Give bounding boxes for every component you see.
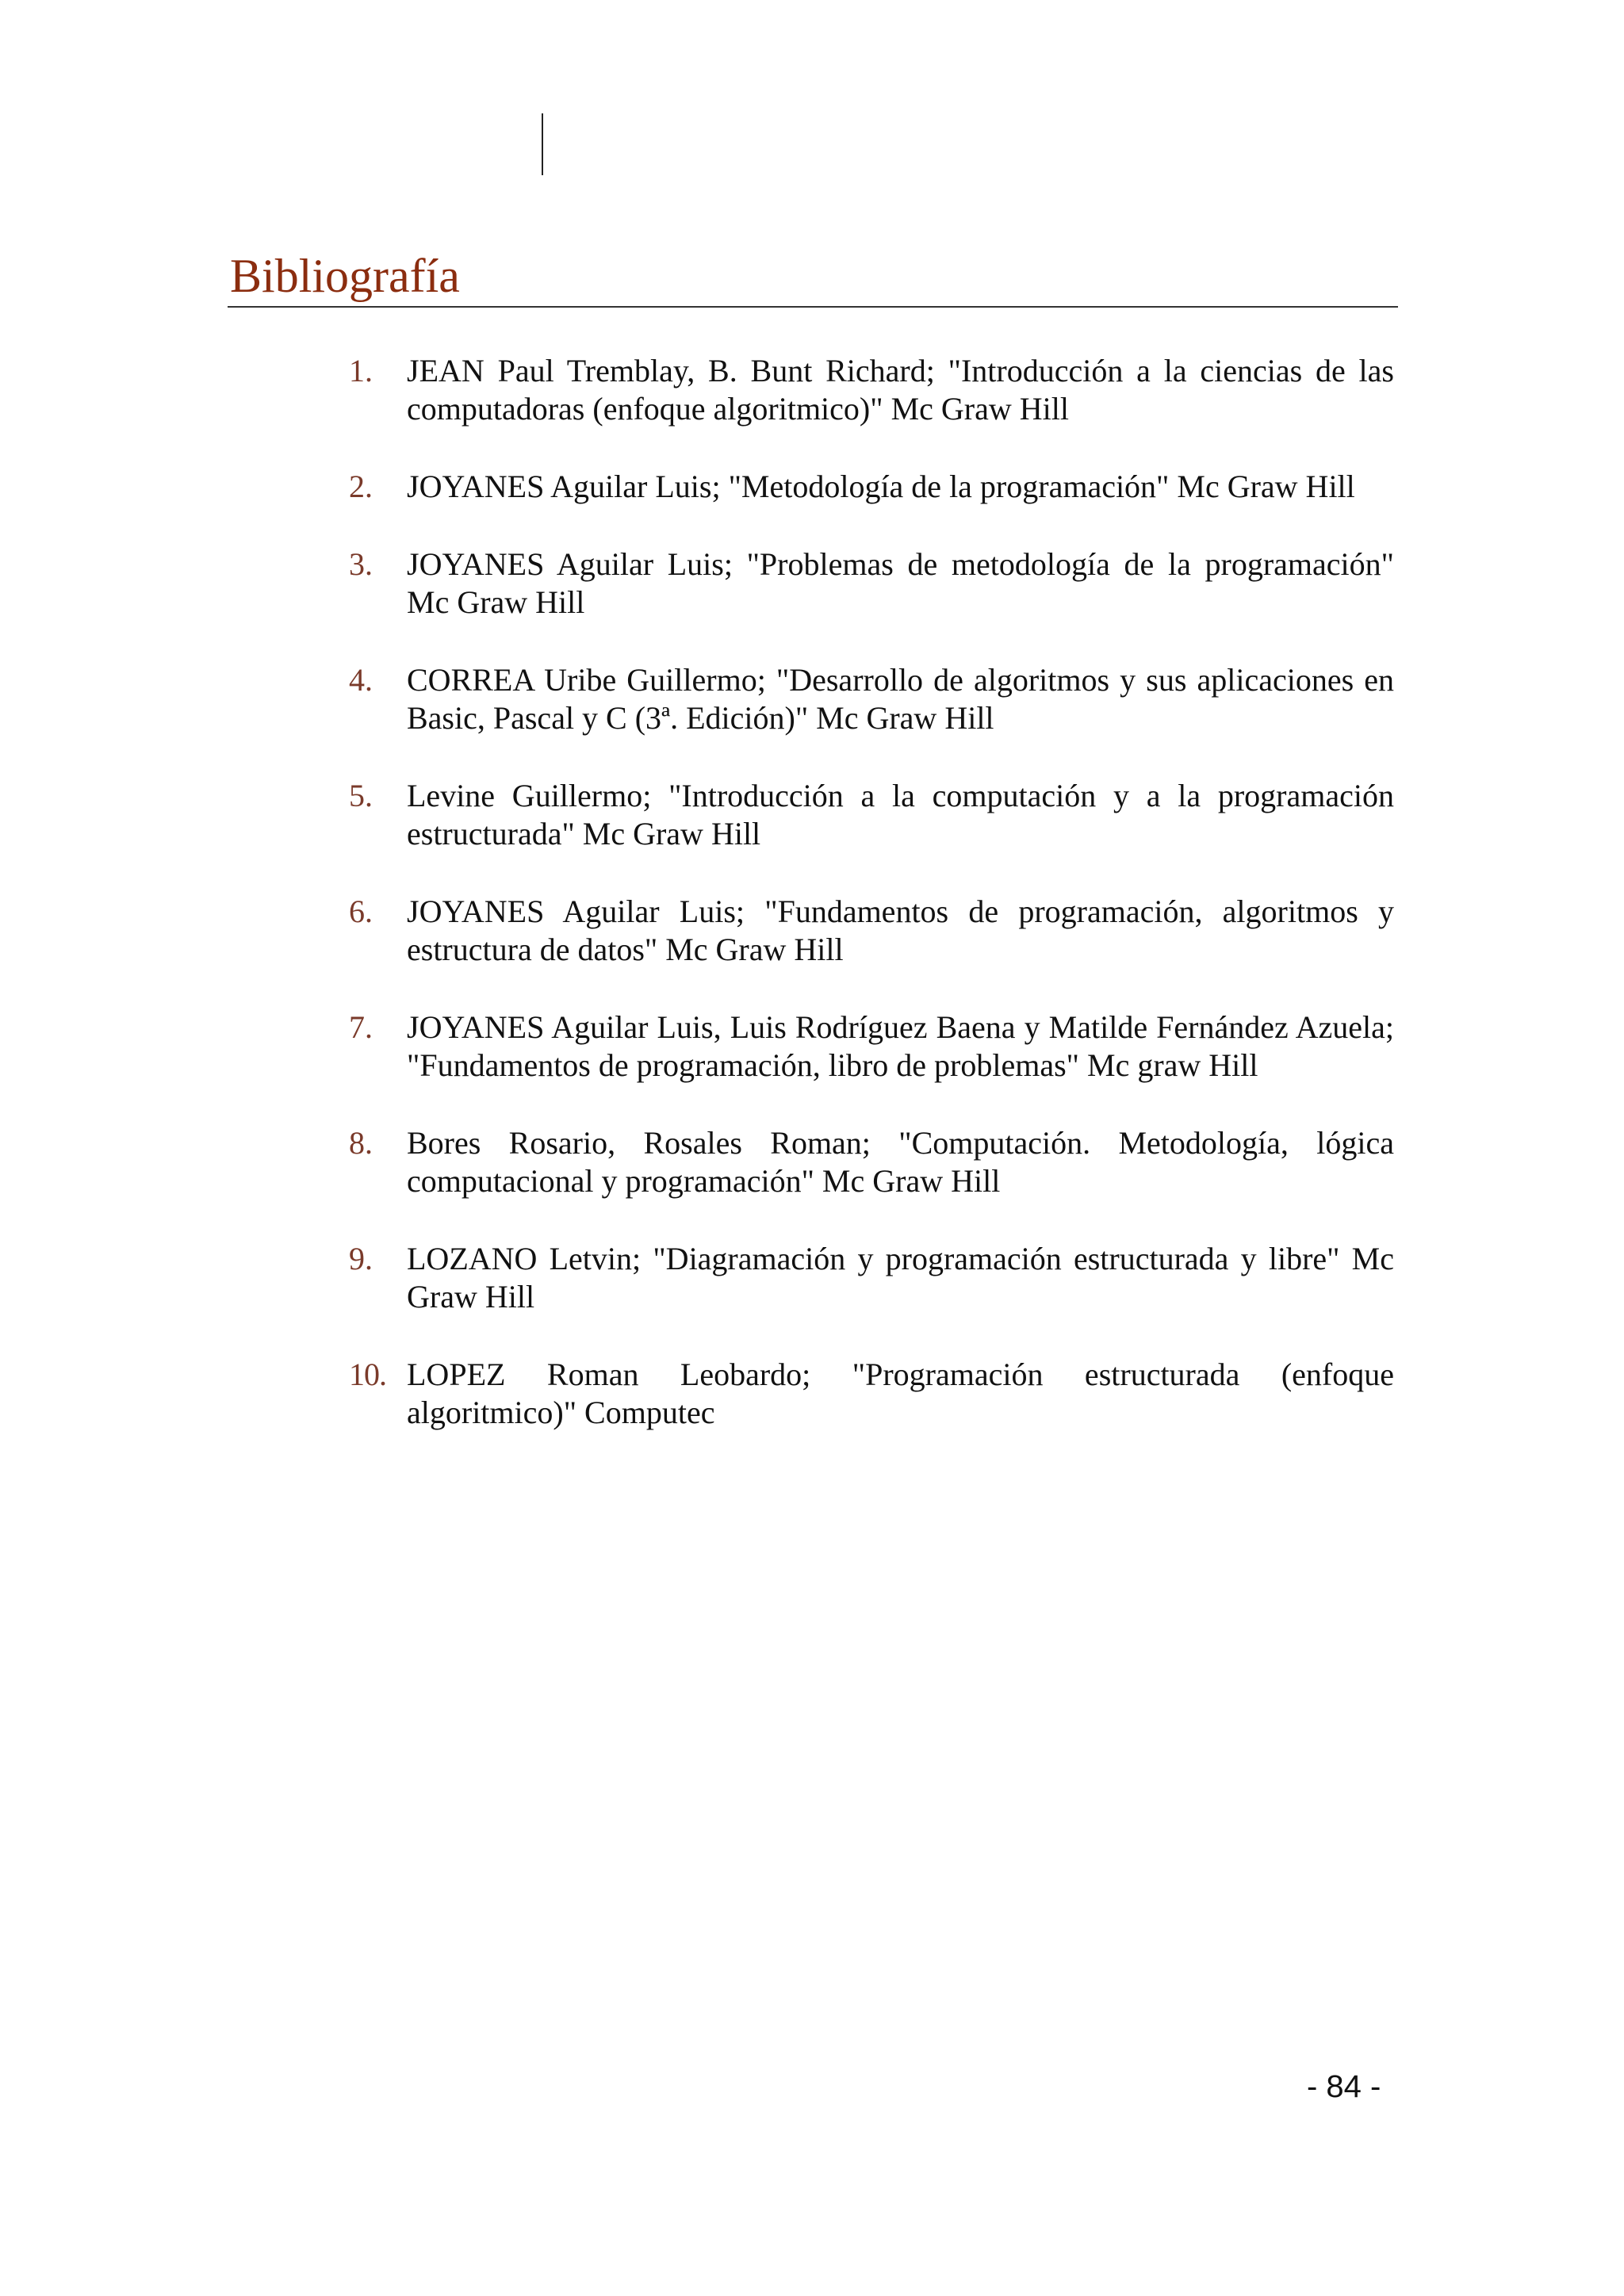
entry-text: JEAN Paul Tremblay, B. Bunt Richard; "Introducción a la ciencias de las computadoras (enfoque algoritmico)" Mc Graw Hill xyxy=(407,353,1394,427)
entry-text: Levine Guillermo; "Introducción a la computación y a la programación estructurada" Mc Graw Hill xyxy=(407,778,1394,851)
header-vertical-rule xyxy=(542,113,543,175)
entry-number: 8. xyxy=(349,1125,373,1161)
bibliography-entry xyxy=(349,777,1394,853)
entry-number: 10. xyxy=(349,1357,386,1392)
entry-text: Bores Rosario, Rosales Roman; "Computación. Metodología, lógica computacional y programación" Mc Graw Hill xyxy=(407,1125,1394,1199)
heading-underline xyxy=(228,306,1398,308)
entry-text: LOZANO Letvin; "Diagramación y programación estructurada y libre" Mc Graw Hill xyxy=(407,1241,1394,1314)
bibliography-entry xyxy=(349,1124,1394,1200)
entry-number: 3. xyxy=(349,546,373,582)
entry-number: 7. xyxy=(349,1009,373,1045)
entry-number: 6. xyxy=(349,894,373,929)
bibliography-list xyxy=(349,352,1394,1471)
page-number: - 84 - xyxy=(1307,2069,1381,2104)
entry-text: JOYANES Aguilar Luis; "Fundamentos de programación, algoritmos y estructura de datos" Mc Graw Hill xyxy=(407,894,1394,967)
entry-text: LOPEZ Roman Leobardo; "Programación estructurada (enfoque algoritmico)" Computec xyxy=(407,1357,1394,1430)
bibliography-entry xyxy=(349,1240,1394,1316)
entry-text: JOYANES Aguilar Luis; "Metodología de la programación" Mc Graw Hill xyxy=(407,469,1355,504)
entry-text: JOYANES Aguilar Luis, Luis Rodríguez Baena y Matilde Fernández Azuela; "Fundamentos de programación, libro de problemas" Mc graw Hill xyxy=(407,1009,1394,1083)
entry-number: 2. xyxy=(349,469,373,504)
entry-number: 9. xyxy=(349,1241,373,1276)
entry-number: 5. xyxy=(349,778,373,813)
section-heading: Bibliografía xyxy=(230,250,460,302)
bibliography-entry xyxy=(349,1008,1394,1085)
bibliography-entry xyxy=(349,545,1394,622)
entry-text: JOYANES Aguilar Luis; "Problemas de metodología de la programación" Mc Graw Hill xyxy=(407,546,1394,620)
entry-number: 1. xyxy=(349,353,373,388)
bibliography-entry xyxy=(349,352,1394,428)
entry-number: 4. xyxy=(349,662,373,698)
bibliography-entry xyxy=(349,468,1394,506)
entry-text: CORREA Uribe Guillermo; "Desarrollo de algoritmos y sus aplicaciones en Basic, Pascal y C (3ª. Edición)" Mc Graw Hill xyxy=(407,662,1394,736)
bibliography-entry xyxy=(349,1356,1394,1432)
bibliography-entry xyxy=(349,893,1394,969)
bibliography-entry xyxy=(349,661,1394,737)
